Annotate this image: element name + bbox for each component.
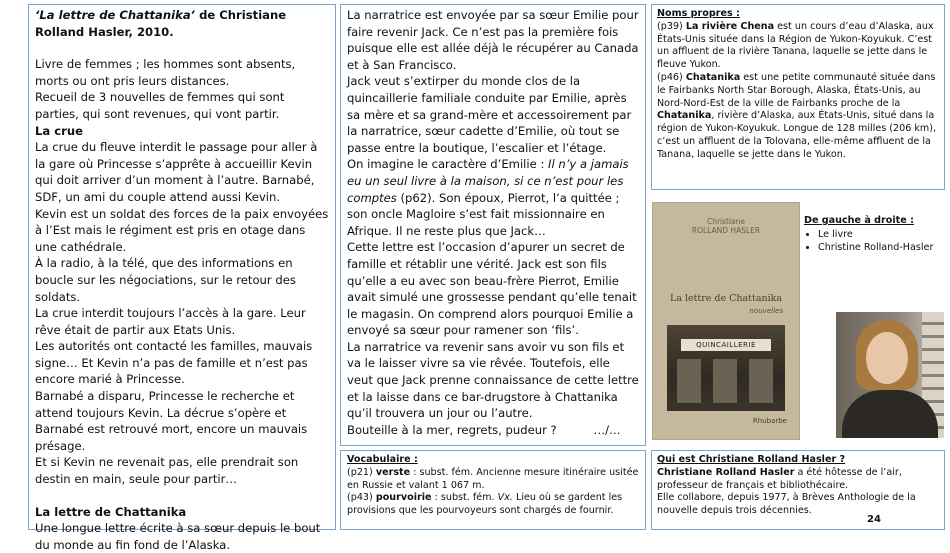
paragraph: La narratrice est envoyée par sa sœur Emilie pour faire revenir Jack. Ce n’est pas la première fois puisque elle est allée déjà le récupérer au Canada et à San Francisco. bbox=[347, 8, 639, 72]
image-caption bbox=[804, 214, 944, 254]
cover-author: Christiane ROLLAND HASLER bbox=[691, 217, 761, 235]
section-heading-lettre: La lettre de Chattanika bbox=[35, 504, 187, 519]
paragraph: À la radio, à la télé, que des informations en boucle sur les négociations, sur le retour des soldats. bbox=[35, 256, 296, 304]
caption-item: • Christine Rolland-Hasler bbox=[818, 241, 944, 254]
proper-names-heading: Noms propres : bbox=[657, 8, 740, 19]
page-number: 24 bbox=[867, 514, 881, 525]
cover-publisher: Rhubarbe bbox=[752, 417, 787, 425]
paragraph: Livre de femmes ; les hommes sont absents, morts ou ont pris leurs distances. bbox=[35, 57, 296, 88]
section-heading-crue: La crue bbox=[35, 123, 83, 138]
paragraph: La narratrice va revenir sans avoir vu son fils et va le laisser vivre sa vie rêvée. Toutefois, elle veut que Jack prenne connaissance de cette lettre et la laisse dans ce bar-drugstore à Chattanika qu’il trouvera un jour ou l’autre. bbox=[347, 339, 639, 421]
author-portrait-image bbox=[836, 312, 944, 438]
caption-list bbox=[804, 228, 944, 254]
shop-window bbox=[713, 359, 737, 403]
shop-window bbox=[677, 359, 701, 403]
author-bio-text: Christiane Rolland Hasler a été hôtesse de l’air, professeur de français et bibliothécaire. bbox=[657, 466, 902, 491]
paragraph: Jack veut s’extirper du monde clos de la quincaillerie familiale conduite par Emilie, après sa mère et sa grand-mère et accessoirement par la narratrice, sœur cadette d’Emilie, où tout se passe entre la boutique, l’escalier et l’étage. bbox=[347, 74, 632, 155]
caption-heading: De gauche à droite : bbox=[804, 215, 914, 226]
cover-photo bbox=[667, 325, 785, 411]
paragraph: Cette lettre est l’occasion d’apurer un secret de famille et rétablir une vérité. Jack est son fils qu’elle a eu avec son beau-frère Pierrot, Emilie avait simulé une grossesse pendant qu’elle tenait le magasin. On comprend alors pourquoi Emilie a envoyé sa sœur pour ramener son ‘fils’. bbox=[347, 240, 637, 338]
quote: Il n’y a jamais eu un seul livre à la maison, si ce n’est pour les comptes bbox=[347, 157, 629, 205]
portrait-face bbox=[866, 332, 908, 384]
cover-subtitle: nouvelles bbox=[749, 307, 783, 315]
caption-item: • Le livre bbox=[818, 228, 944, 241]
middle-column bbox=[340, 4, 646, 446]
author-bio-heading: Qui est Christiane Rolland Hasler ? bbox=[657, 454, 846, 465]
shop-sign: QUINCAILLERIE bbox=[681, 339, 771, 351]
author-bio-box bbox=[651, 450, 945, 530]
vocabulary-entry: (p43) pourvoirie : subst. fém. Vx. Lieu où se gardent les provisions que les pourvoyeurs sont chargés de fournir. bbox=[347, 492, 623, 517]
paragraph: Kevin est un soldat des forces de la paix envoyées à l’Est mais le régiment est pris en otage dans une cathédrale. bbox=[35, 206, 329, 254]
paragraph: Bouteille à la mer, regrets, pudeur ? …/… bbox=[347, 422, 621, 437]
paragraph: Une longue lettre écrite à sa sœur depuis le bout du monde au fin fond de l’Alaska. bbox=[35, 521, 321, 552]
proper-name-entry: (p46) Chatanika est une petite communauté située dans le Fairbanks North Star Borough, Alaska, États-Unis, au Nord-Nord-Est de la ville de Fairbanks proche de la Chatanika, rivière d’Alaska, aux États-Unis, situé dans la région de Yukon-Koyukuk. Longue de 128 milles (206 km), c’est un affluent de la Tolovana, elle-même affluent de la Tanana, laquelle se jette dans le Yukon. bbox=[657, 71, 937, 160]
paragraph: On imagine le caractère d’Emilie : Il n’y a jamais eu un seul livre à la maison, si ce n’est pour les comptes (p62). Son époux, Pierrot, l’a quittée ; son oncle Magloire s’est fait missionnaire en Afrique. Il ne reste plus que Jack… bbox=[347, 157, 629, 238]
left-column bbox=[28, 4, 336, 552]
author-bio-text: Elle collabore, depuis 1977, à Brèves Anthologie de la nouvelle depuis trois décennies. bbox=[657, 492, 916, 517]
paragraph: Barnabé a disparu, Princesse le recherche et attend toujours Kevin. La décrue s’opère et Barnabé est retrouvé mort, encore un mauvais présage. bbox=[35, 389, 308, 453]
shop-window bbox=[749, 359, 773, 403]
paragraph: La crue du fleuve interdit le passage pour aller à la gare où Princesse s’apprête à accueillir Kevin qui doit arriver d’un moment à l’autre. Barnabé, SDF, un ami du couple attend aussi Kevin. bbox=[35, 140, 318, 204]
cover-title: La lettre de Chattanika bbox=[669, 293, 783, 304]
paragraph: La crue interdit toujours l’accès à la gare. Leur rêve était de partir aux Etats Unis. bbox=[35, 306, 306, 337]
paragraph: Recueil de 3 nouvelles de femmes qui sont parties, qui sont revenues, qui vont partir. bbox=[35, 90, 285, 121]
paragraph: Les autorités ont contacté les familles, mauvais signe… Et Kevin n’a pas de famille et n’est pas encore marié à Princesse. bbox=[35, 339, 313, 387]
vocabulary-heading: Vocabulaire : bbox=[347, 454, 418, 465]
proper-names-box bbox=[651, 4, 945, 190]
proper-name-entry: (p39) La rivière Chena est un cours d’eau d’Alaska, aux États-Unis située dans la Région de Yukon-Koyukuk. C’est un affluent de la rivière Tanana, laquelle se jette dans le fleuve Yukon. bbox=[657, 20, 934, 71]
book-cover-image bbox=[652, 202, 800, 440]
paragraph: Et si Kevin ne revenait pas, elle prendrait son destin en main, seule pour partir… bbox=[35, 455, 299, 487]
vocabulary-box bbox=[340, 450, 646, 530]
vocabulary-entry: (p21) verste : subst. fém. Ancienne mesure itinéraire usitée en Russie et valant 1 067 m. bbox=[347, 466, 639, 491]
book-title: ‘La lettre de Chattanika’ de Christiane Rolland Hasler, 2010. bbox=[35, 8, 287, 39]
